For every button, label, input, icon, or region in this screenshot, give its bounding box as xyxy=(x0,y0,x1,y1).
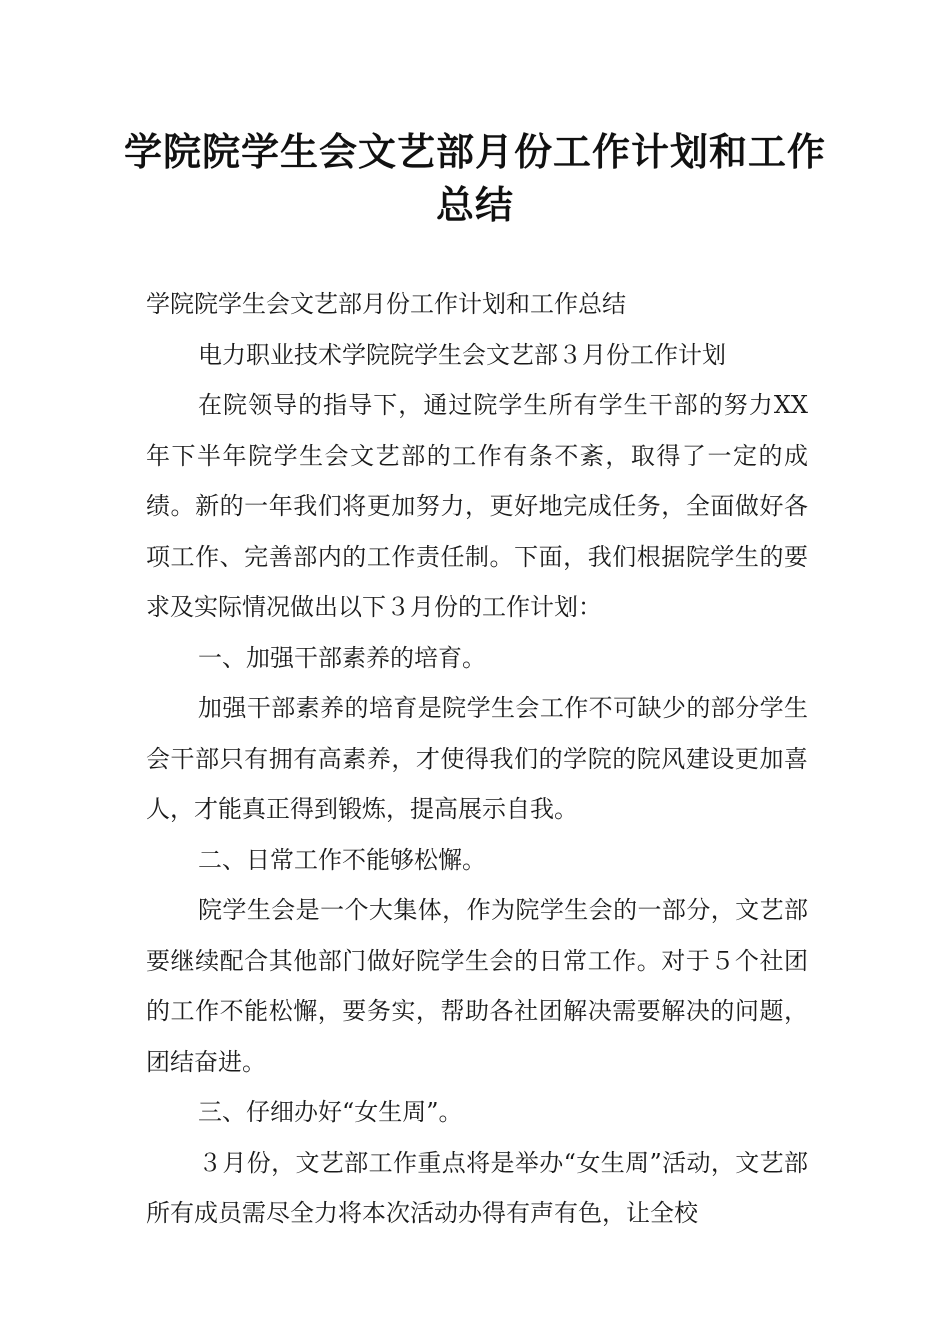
document-title: 学院院学生会文艺部月份工作计划和工作总结 xyxy=(123,130,826,227)
paragraph-2: 电力职业技术学院院学生会文艺部３月份工作计划 xyxy=(198,340,726,369)
document-body xyxy=(146,279,808,1239)
paragraph-8: 三、仔细办好“女生周”。 xyxy=(198,1098,463,1126)
paragraph-3: 在院领导的指导下，通过院学生所有学生干部的努力XX年下半年院学生会文艺部的工作有条不紊，取得了一定的成绩。新的一年我们将更加努力，更好地完成任务，全面做好各项工作、完善部内的工作责任制。下面，我们根据院学生的要求及实际情况做出以下３月份的工作计划： xyxy=(146,391,808,621)
paragraph-1: 学院院学生会文艺部月份工作计划和工作总结 xyxy=(146,290,626,318)
paragraph-4: 一、加强干部素养的培育。 xyxy=(198,643,486,672)
paragraph-9: ３月份，文艺部工作重点将是举办“女生周”活动，文艺部所有成员需尽全力将本次活动办得有声有色，让全校 xyxy=(146,1148,808,1227)
paragraph-7: 院学生会是一个大集体，作为院学生会的一部分，文艺部要继续配合其他部门做好院学生会的日常工作。对于５个社团的工作不能松懈，要务实，帮助各社团解决需要解决的问题，团结奋进。 xyxy=(146,896,808,1076)
paragraph-5: 加强干部素养的培育是院学生会工作不可缺少的部分学生会干部只有拥有高素养，才使得我们的学院的院风建设更加喜人，才能真正得到锻炼，提高展示自我。 xyxy=(146,694,808,823)
paragraph-6: 二、日常工作不能够松懈。 xyxy=(198,845,486,874)
